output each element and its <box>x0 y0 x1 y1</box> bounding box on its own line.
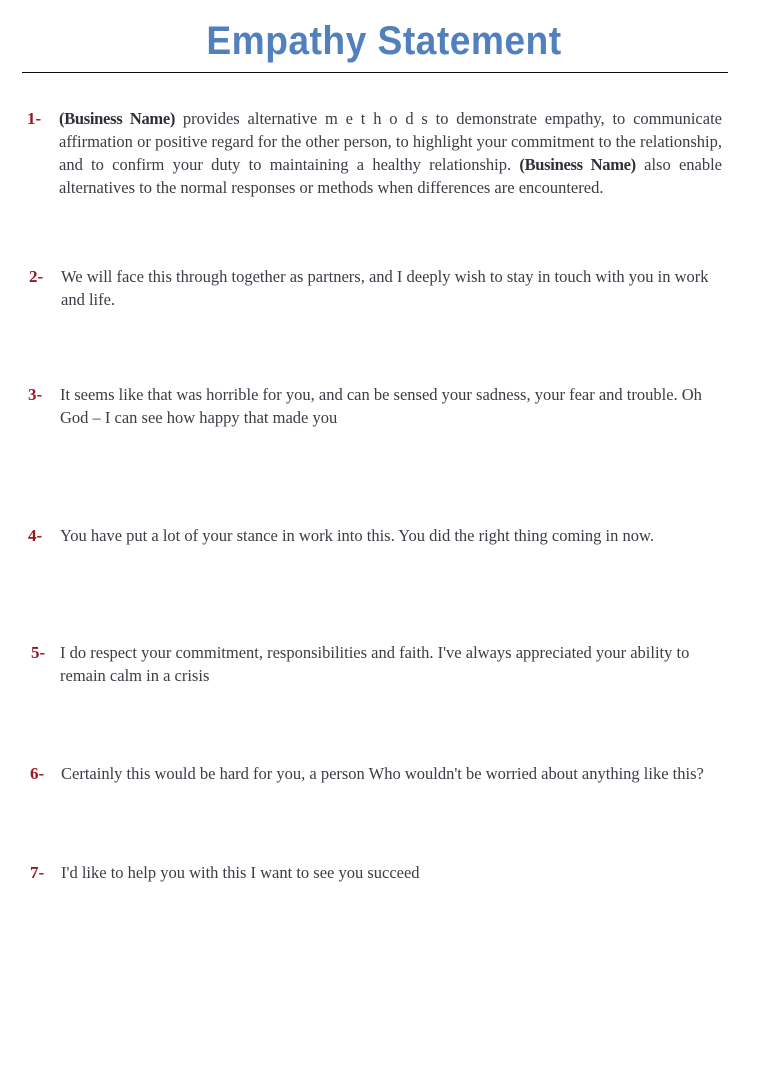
list-item-number: 6- <box>30 764 45 783</box>
title-divider <box>22 72 728 73</box>
title-block <box>0 0 768 73</box>
list-item-text <box>59 107 722 199</box>
list-item-number: 1- <box>27 109 42 128</box>
list-item-number: 7- <box>30 863 45 882</box>
list-item <box>29 265 720 311</box>
list-item-number: 2- <box>29 267 44 286</box>
list-item <box>28 524 720 547</box>
list-item-text: It seems like that was horrible for you, and can be sensed your sadness, your fear and trouble. Oh God – I can see how happy that made you <box>60 385 702 427</box>
list-item-text: Certainly this would be hard for you, a person Who wouldn't be worried about anything like this? <box>61 764 704 783</box>
business-name-placeholder: (Business Name) <box>519 155 636 174</box>
list-item-number: 4- <box>28 526 43 545</box>
list-item-number: 5- <box>31 643 46 662</box>
list-item-text: You have put a lot of your stance in work into this. You did the right thing coming in now. <box>60 526 654 545</box>
list-item <box>31 641 720 687</box>
empathy-statement-list <box>0 107 768 884</box>
list-item <box>28 383 720 429</box>
list-item-text-part-1: provides alternative m e t h o d s to demonstrate empathy, to communicate affirmation or positive regard for the other person, to highlight your commitment to the relationship, and to confirm your duty to maintaining a healthy relationship. <box>59 109 722 174</box>
list-item-text: I'd like to help you with this I want to see you succeed <box>61 863 420 882</box>
list-item-text: We will face this through together as partners, and I deeply wish to stay in touch with you in work and life. <box>61 267 709 309</box>
business-name-placeholder: (Business Name) <box>59 109 176 128</box>
list-item-text: I do respect your commitment, responsibilities and faith. I've always appreciated your ability to remain calm in a crisis <box>60 643 690 685</box>
list-item <box>27 107 722 199</box>
page-title: Empathy Statement <box>206 19 562 63</box>
list-item <box>30 861 720 884</box>
list-item-number: 3- <box>28 385 43 404</box>
list-item <box>30 762 720 785</box>
list-item-text-part-2: also enable alternatives to the normal responses or methods when differences are encountered. <box>59 155 722 197</box>
